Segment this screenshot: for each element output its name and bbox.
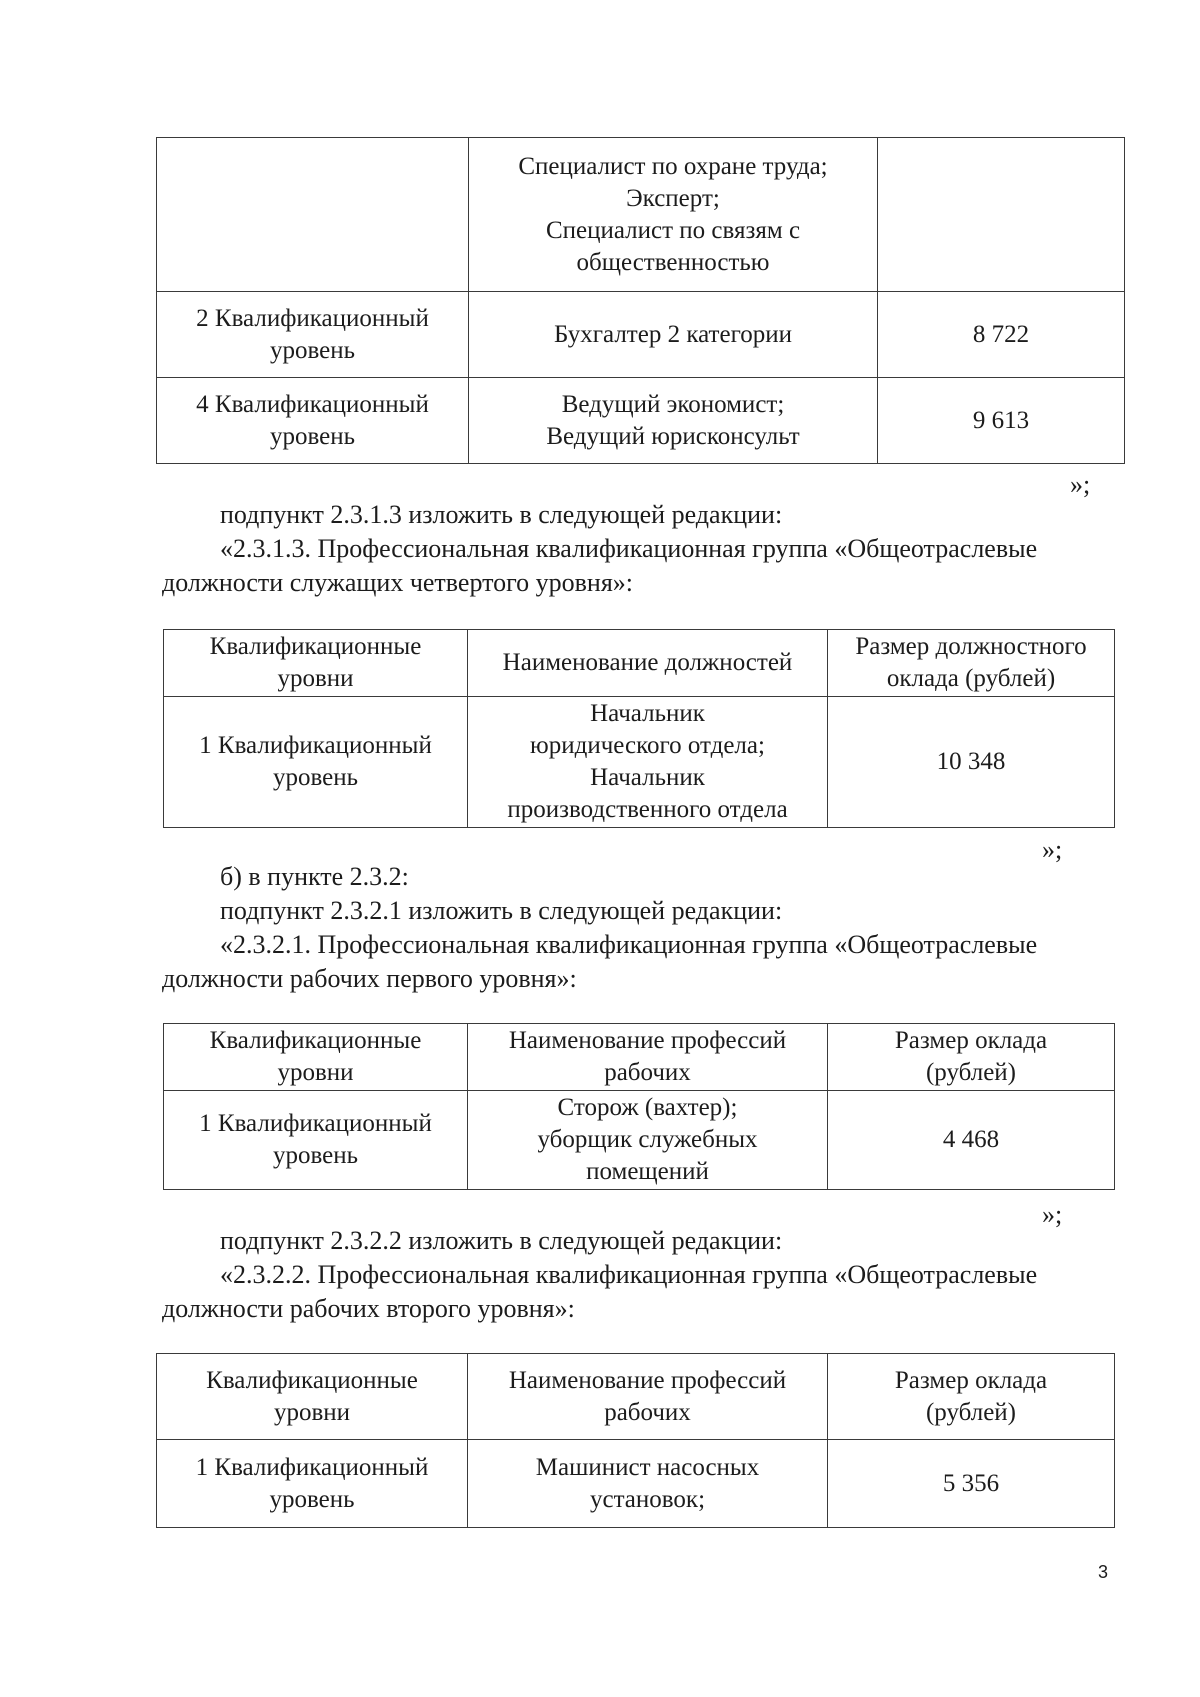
salary-cell: 5 356 (828, 1440, 1115, 1528)
salary-cell (878, 138, 1125, 292)
salary-cell: 8 722 (878, 292, 1125, 378)
table-row (157, 378, 1125, 464)
salary-cell: 9 613 (878, 378, 1125, 464)
table-row (164, 1091, 1115, 1190)
table-first-level-workers (163, 1023, 1115, 1190)
header-positions: Наименование должностей (468, 630, 828, 697)
salary-cell: 10 348 (828, 697, 1115, 828)
table-row (157, 138, 1125, 292)
header-level: Квалификационные уровни (164, 1024, 468, 1091)
quote-end: »; (1070, 470, 1091, 499)
header-positions: Наименование профессий рабочих (468, 1354, 828, 1440)
paragraph-line: должности рабочих второго уровня»: (162, 1294, 575, 1323)
table-fourth-level-employees (163, 629, 1115, 828)
paragraph-line: должности служащих четвертого уровня»: (162, 568, 634, 597)
level-cell (157, 138, 469, 292)
header-salary: Размер оклада (рублей) (828, 1024, 1115, 1091)
table-row (157, 1440, 1115, 1528)
header-positions: Наименование профессий рабочих (468, 1024, 828, 1091)
salary-cell: 4 468 (828, 1091, 1115, 1190)
positions-cell: Ведущий экономист; Ведущий юрисконсульт (469, 378, 878, 464)
table-continuation (156, 137, 1125, 464)
paragraph-line: «2.3.1.3. Профессиональная квалификационная группа «Общеотраслевые (220, 534, 1038, 563)
positions-cell: Машинист насосных установок; (468, 1440, 828, 1528)
positions-cell: Сторож (вахтер); уборщик служебных помещений (468, 1091, 828, 1190)
quote-end: »; (1042, 835, 1063, 864)
level-cell: 1 Квалификационный уровень (164, 697, 468, 828)
positions-cell: Начальник юридического отдела; Начальник производственного отдела (468, 697, 828, 828)
table-row (157, 292, 1125, 378)
header-level: Квалификационные уровни (157, 1354, 468, 1440)
paragraph-line: подпункт 2.3.2.2 изложить в следующей редакции: (220, 1226, 783, 1255)
table-header-row (164, 1024, 1115, 1091)
page-number: 3 (1097, 1562, 1108, 1582)
level-cell: 2 Квалификационный уровень (157, 292, 469, 378)
paragraph-line: должности рабочих первого уровня»: (162, 964, 577, 993)
table-header-row (157, 1354, 1115, 1440)
positions-cell: Бухгалтер 2 категории (469, 292, 878, 378)
level-cell: 1 Квалификационный уровень (157, 1440, 468, 1528)
paragraph-line: подпункт 2.3.1.3 изложить в следующей редакции: (220, 500, 783, 529)
paragraph-line: «2.3.2.1. Профессиональная квалификационная группа «Общеотраслевые (220, 930, 1038, 959)
positions-cell: Специалист по охране труда; Эксперт; Специалист по связям с общественностью (469, 138, 878, 292)
header-salary: Размер должностного оклада (рублей) (828, 630, 1115, 697)
table-header-row (164, 630, 1115, 697)
quote-end: »; (1042, 1200, 1063, 1229)
header-level: Квалификационные уровни (164, 630, 468, 697)
level-cell: 4 Квалификационный уровень (157, 378, 469, 464)
header-salary: Размер оклада (рублей) (828, 1354, 1115, 1440)
paragraph-line: подпункт 2.3.2.1 изложить в следующей редакции: (220, 896, 783, 925)
level-cell: 1 Квалификационный уровень (164, 1091, 468, 1190)
table-second-level-workers (156, 1353, 1115, 1528)
paragraph-line: «2.3.2.2. Профессиональная квалификационная группа «Общеотраслевые (220, 1260, 1038, 1289)
paragraph-line: б) в пункте 2.3.2: (220, 862, 409, 891)
table-row (164, 697, 1115, 828)
